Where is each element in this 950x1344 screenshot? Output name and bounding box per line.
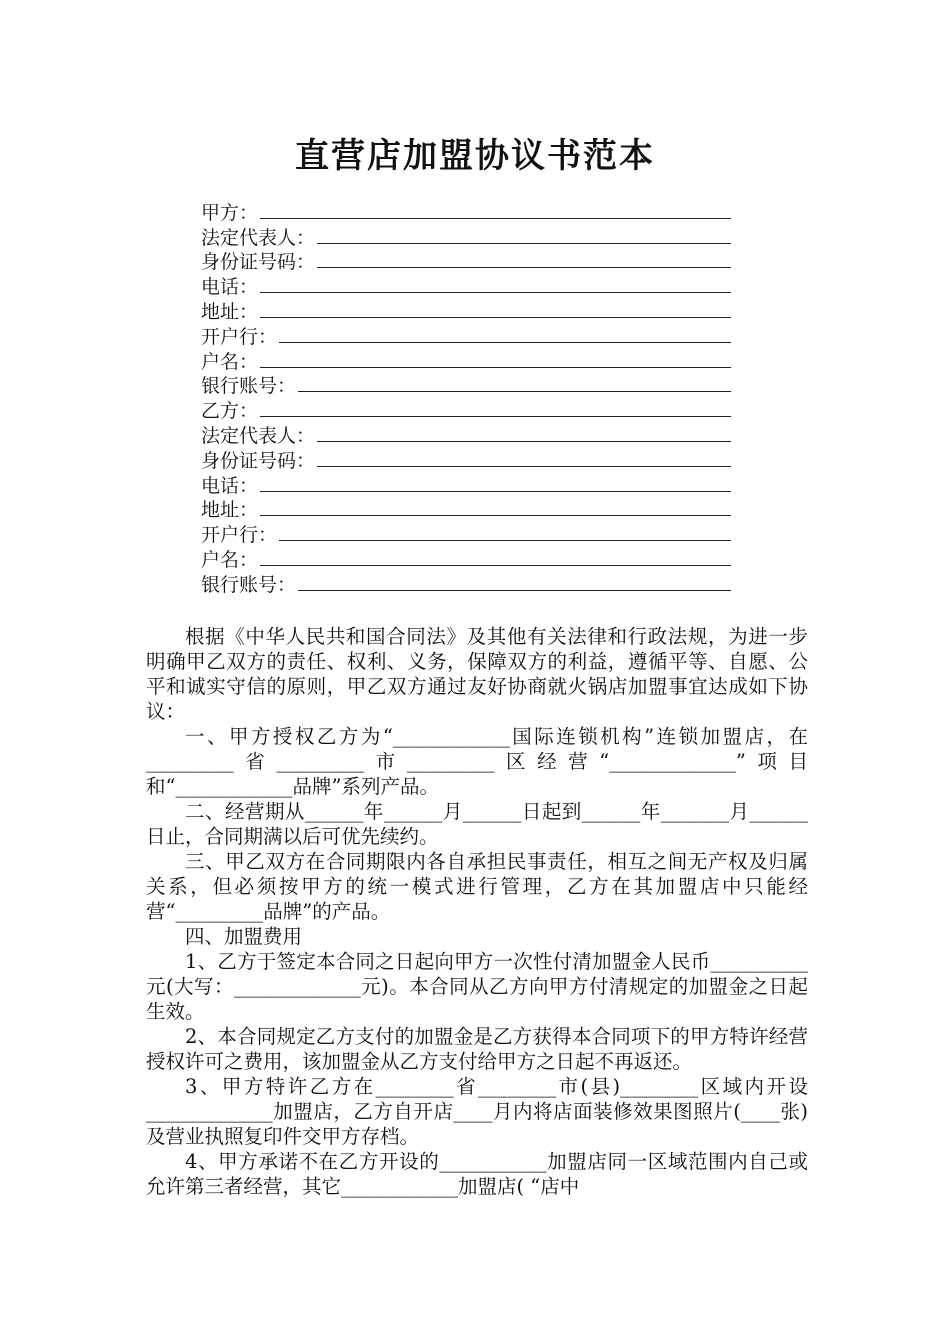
blank-line	[260, 514, 731, 516]
blank-line	[260, 291, 731, 293]
blank-line	[260, 217, 731, 219]
document-title: 直营店加盟协议书范本	[295, 136, 655, 176]
field-label: 开户行：	[201, 325, 278, 348]
field-label: 地址：	[201, 499, 259, 522]
field-label: 户名：	[201, 350, 259, 373]
party-b-account-name-field	[201, 546, 731, 571]
blank-line	[298, 390, 731, 392]
party-a-phone-field	[201, 273, 731, 298]
clause-4-heading: 四、加盟费用	[185, 925, 303, 948]
clause-2-term: 二、经营期从______年______月______日起到______年_______月______日止，合同期满以后可优先续约。	[146, 800, 808, 848]
field-label: 银行账号：	[201, 375, 297, 398]
party-b-address-field	[201, 497, 731, 522]
field-label: 法定代表人：	[201, 424, 316, 447]
blank-line	[317, 242, 731, 244]
party-a-address-field	[201, 298, 731, 323]
party-a-bank-account-field	[201, 373, 731, 398]
field-label: 电话：	[201, 474, 259, 497]
party-info-block	[201, 199, 731, 596]
field-label: 电话：	[201, 276, 259, 299]
blank-line	[279, 341, 731, 343]
field-label: 户名：	[201, 548, 259, 571]
blank-line	[260, 316, 731, 318]
blank-line	[279, 539, 731, 541]
party-b-representative-field	[201, 422, 731, 447]
blank-line	[260, 415, 731, 417]
field-label: 甲方：	[201, 201, 259, 224]
blank-line	[317, 440, 731, 442]
clause-1-authorization: 一、甲方授权乙方为“____________国际连锁机构”连锁加盟店，在_________省_________市_________区经营“_____________”项目和“____________品牌”系列产品。	[146, 725, 808, 798]
preamble-paragraph: 根据《中华人民共和国合同法》及其他有关法律和行政法规，为进一步明确甲乙双方的责任、权利、义务，保障双方的利益，遵循平等、自愿、公平和诚实守信的原则，甲乙双方通过友好协商就火锅店加盟事宜达成如下协议：	[146, 625, 808, 723]
blank-line	[260, 366, 731, 368]
blank-line	[260, 490, 731, 492]
clause-4-item-4: 4、甲方承诺不在乙方开设的___________加盟店同一区域范围内自己或允许第三者经营，其它____________加盟店( “店中	[146, 1150, 808, 1198]
blank-line	[298, 589, 731, 591]
clause-4-item-2: 2、本合同规定乙方支付的加盟金是乙方获得本合同项下的甲方特许经营授权许可之费用，该加盟金从乙方支付给甲方之日起不再返还。	[146, 1025, 808, 1073]
clause-4-item-1: 1、乙方于签定本合同之日起向甲方一次性付清加盟金人民币__________元(大写：_____________元)。本合同从乙方向甲方付清规定的加盟金之日起生效。	[146, 950, 808, 1023]
party-a-representative-field	[201, 224, 731, 249]
party-a-id-number-field	[201, 249, 731, 274]
agreement-body	[146, 624, 808, 1199]
party-a-name-field	[201, 199, 731, 224]
field-label: 法定代表人：	[201, 226, 316, 249]
blank-line	[317, 266, 731, 268]
clause-3-responsibility: 三、甲乙双方在合同期限内各自承担民事责任，相互之间无产权及归属关系，但必须按甲方的统一模式进行管理，乙方在其加盟店中只能经营“_________品牌”的产品。	[146, 850, 808, 923]
party-b-id-number-field	[201, 447, 731, 472]
blank-line	[260, 564, 731, 566]
party-a-bank-field	[201, 323, 731, 348]
clause-4-item-3: 3、甲方特许乙方在________省________市(县)________区域内开设_____________加盟店，乙方自开店____月内将店面装修效果图照片(____张)及营业执照复印件交甲方存档。	[146, 1075, 808, 1148]
field-label: 乙方：	[201, 400, 259, 423]
blank-line	[317, 465, 731, 467]
party-b-bank-account-field	[201, 571, 731, 596]
field-label: 开户行：	[201, 524, 278, 547]
party-b-bank-field	[201, 521, 731, 546]
field-label: 地址：	[201, 300, 259, 323]
party-a-account-name-field	[201, 348, 731, 373]
party-b-phone-field	[201, 472, 731, 497]
field-label: 身份证号码：	[201, 251, 316, 274]
field-label: 身份证号码：	[201, 449, 316, 472]
party-b-name-field	[201, 397, 731, 422]
field-label: 银行账号：	[201, 573, 297, 596]
